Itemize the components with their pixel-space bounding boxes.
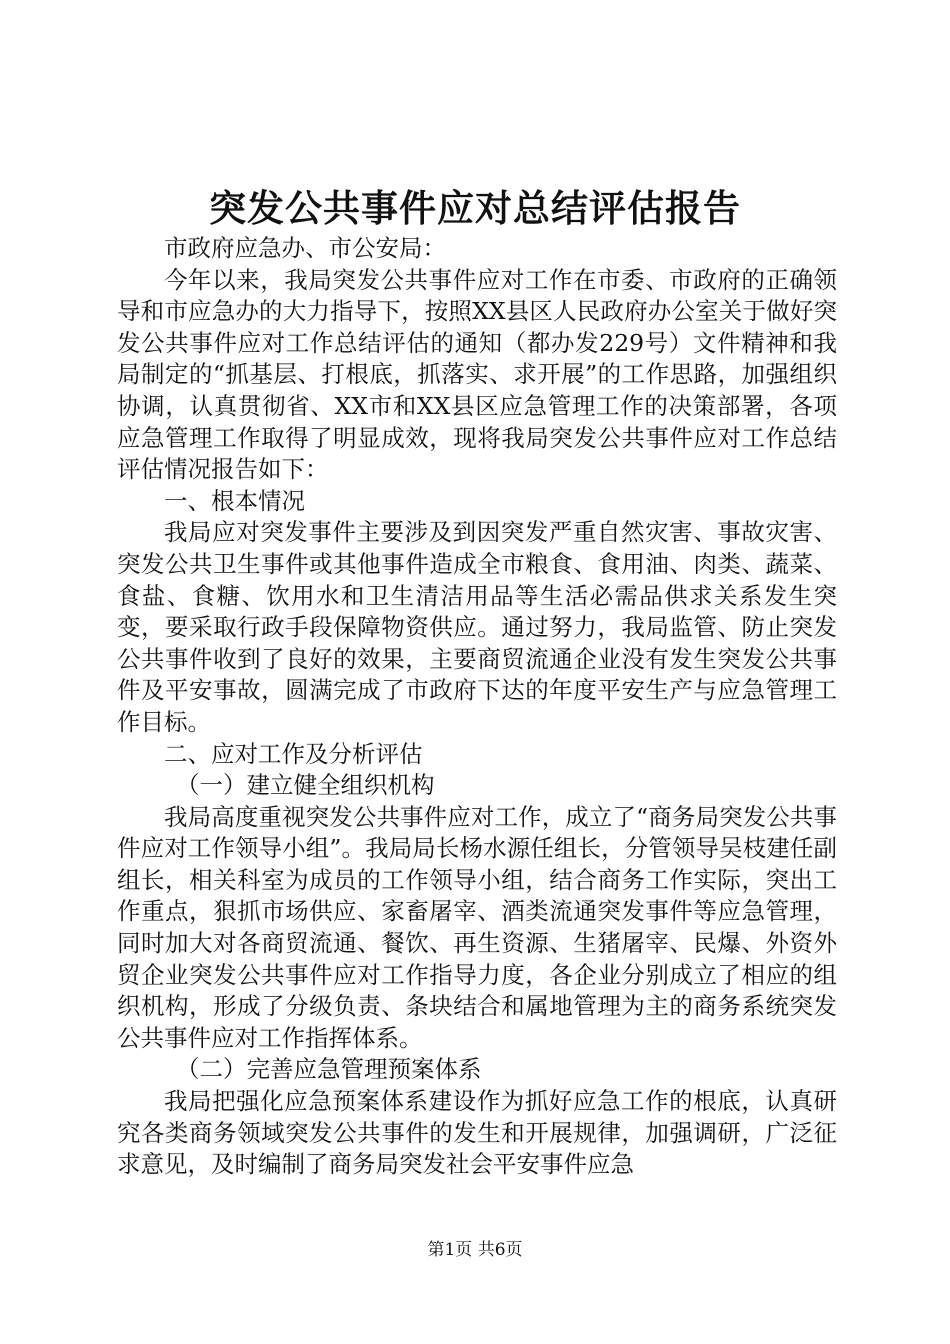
salutation: 市政府应急办、市公安局：: [164, 234, 446, 262]
subsection-heading-organization: （一）建立健全组织机构: [176, 771, 435, 800]
paragraph-plan: 我局把强化应急预案体系建设作为抓好应急工作的根底，认真研究各类商务领域突发公共事件的发生和开展规律，加强调研，广泛征求意见，及时编制了商务局突发社会平安事件应急: [117, 1087, 837, 1179]
paragraph-basic: 我局应对突发事件主要涉及到因突发严重自然灾害、事故灾害、突发公共卫生事件或其他事件造成全市粮食、食用油、肉类、蔬菜、食盐、食糖、饮用水和卫生清洁用品等生活必需品供求关系发生突变，要采取行政手段保障物资供应。通过努力，我局监管、防止突发公共事件收到了良好的效果，主要商贸流通企业没有发生突发公共事件及平安事故，圆满完成了市政府下达的年度平安生产与应急管理工作目标。: [117, 518, 837, 736]
paragraph-organization: 我局高度重视突发公共事件应对工作，成立了“商务局突发公共事件应对工作领导小组”。我局局长杨水源任组长，分管领导吴枝建任副组长，相关科室为成员的工作领导小组，结合商务工作实际，突出工作重点，狠抓市场供应、家畜屠宰、酒类流通突发事件等应急管理，同时加大对各商贸流通、餐饮、再生资源、生猪屠宰、民爆、外资外贸企业突发公共事件应对工作指导力度，各企业分别成立了相应的组织机构，形成了分级负责、条块结合和属地管理为主的商务系统突发公共事件应对工作指挥体系。: [117, 802, 837, 1052]
document-title: 突发公共事件应对总结评估报告: [209, 187, 741, 230]
paragraph-intro: 今年以来，我局突发公共事件应对工作在市委、市政府的正确领导和市应急办的大力指导下，按照XX县区人民政府办公室关于做好突发公共事件应对工作总结评估的通知（都办发229号）文件精神和我局制定的“抓基层、打根底，抓落实、求开展”的工作思路，加强组织协调，认真贯彻省、XX市和XX县区应急管理工作的决策部署，各项应急管理工作取得了明显成效，现将我局突发公共事件应对工作总结评估情况报告如下：: [117, 265, 837, 484]
subsection-heading-plan: （二）完善应急管理预案体系: [176, 1055, 482, 1084]
document-body: [117, 233, 837, 1181]
section-heading-response: 二、应对工作及分析评估: [164, 739, 423, 768]
section-heading-basic: 一、根本情况: [164, 486, 305, 515]
page-number: 第1页 共6页: [427, 1240, 523, 1260]
